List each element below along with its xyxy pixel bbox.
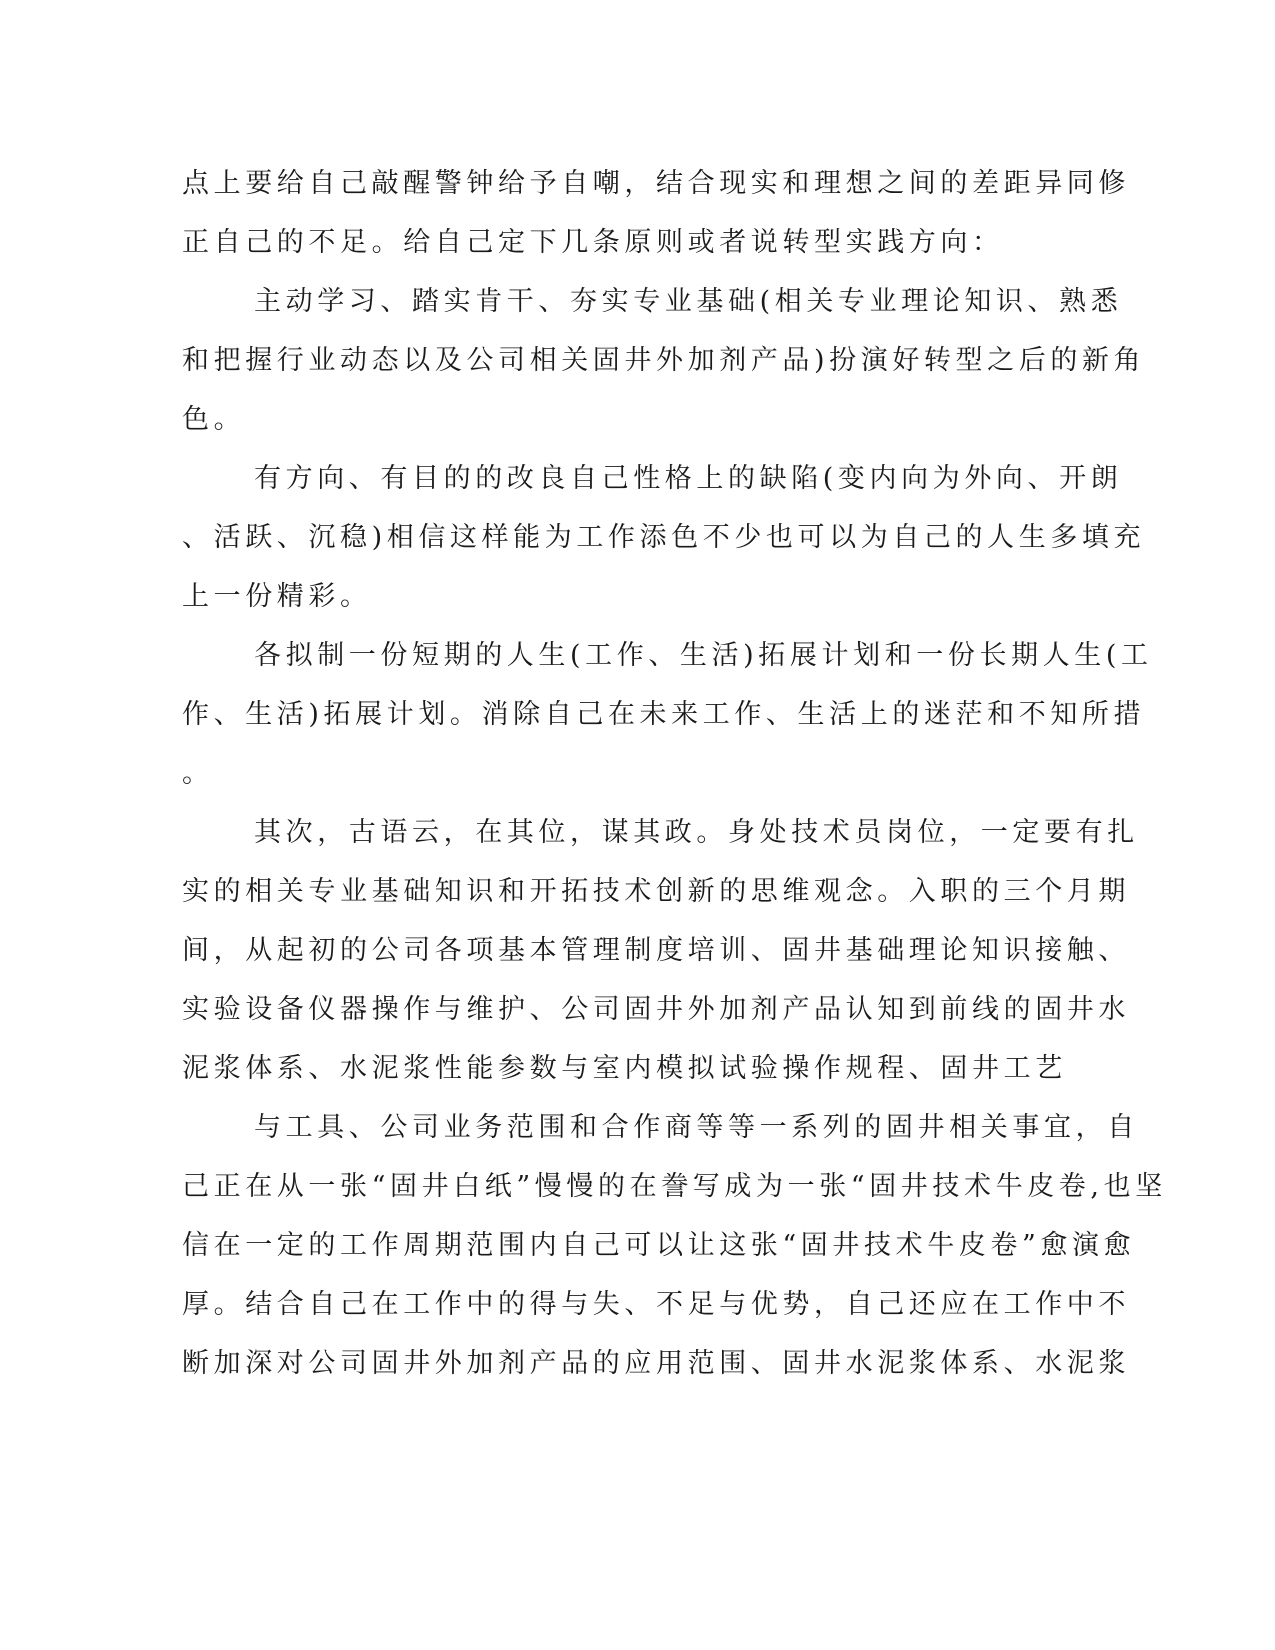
text-line: 上一份精彩。 [182, 581, 372, 612]
text-line: 各拟制一份短期的人生(工作、生活)拓展计划和一份长期人生(工 [254, 640, 1153, 671]
text-line: 断加深对公司固井外加剂产品的应用范围、固井水泥浆体系、水泥浆 [182, 1348, 1130, 1379]
text-line: 实验设备仪器操作与维护、公司固井外加剂产品认知到前线的固井水 [182, 994, 1130, 1025]
text-line: 、活跃、沉稳)相信这样能为工作添色不少也可以为自己的人生多填充 [182, 522, 1146, 553]
text-line: 信在一定的工作周期范围内自己可以让这张“固井技术牛皮卷”愈演愈 [182, 1230, 1136, 1261]
text-line: 有方向、有目的的改良自己性格上的缺陷(变内向为外向、开朗 [254, 463, 1123, 494]
text-line: 作、生活)拓展计划。消除自己在未来工作、生活上的迷茫和不知所措 [182, 699, 1146, 730]
text-line: 其次，古语云，在其位，谋其政。身处技术员岗位，一定要有扎 [254, 817, 1139, 848]
text-line: 点上要给自己敲醒警钟给予自嘲，结合现实和理想之间的差距异同修 [182, 168, 1130, 199]
text-line: 间，从起初的公司各项基本管理制度培训、固井基础理论知识接触、 [182, 935, 1130, 966]
text-line: 色。 [182, 404, 246, 435]
body-text [182, 154, 1167, 1393]
text-line: 己正在从一张“固井白纸”慢慢的在誊写成为一张“固井技术牛皮卷,也坚 [182, 1171, 1167, 1202]
text-line: 正自己的不足。给自己定下几条原则或者说转型实践方向： [182, 227, 1004, 258]
text-line: 实的相关专业基础知识和开拓技术创新的思维观念。入职的三个月期 [182, 876, 1130, 907]
text-line: 泥浆体系、水泥浆性能参数与室内模拟试验操作规程、固井工艺 [182, 1053, 1067, 1084]
text-line: 厚。结合自己在工作中的得与失、不足与优势，自己还应在工作中不 [182, 1289, 1130, 1320]
text-line: 和把握行业动态以及公司相关固井外加剂产品)扮演好转型之后的新角 [182, 345, 1146, 376]
text-line: 主动学习、踏实肯干、夯实专业基础(相关专业理论知识、熟悉 [254, 286, 1123, 317]
text-line: 与工具、公司业务范围和合作商等等一系列的固井相关事宜，自 [254, 1112, 1139, 1143]
text-line: 。 [182, 758, 214, 789]
